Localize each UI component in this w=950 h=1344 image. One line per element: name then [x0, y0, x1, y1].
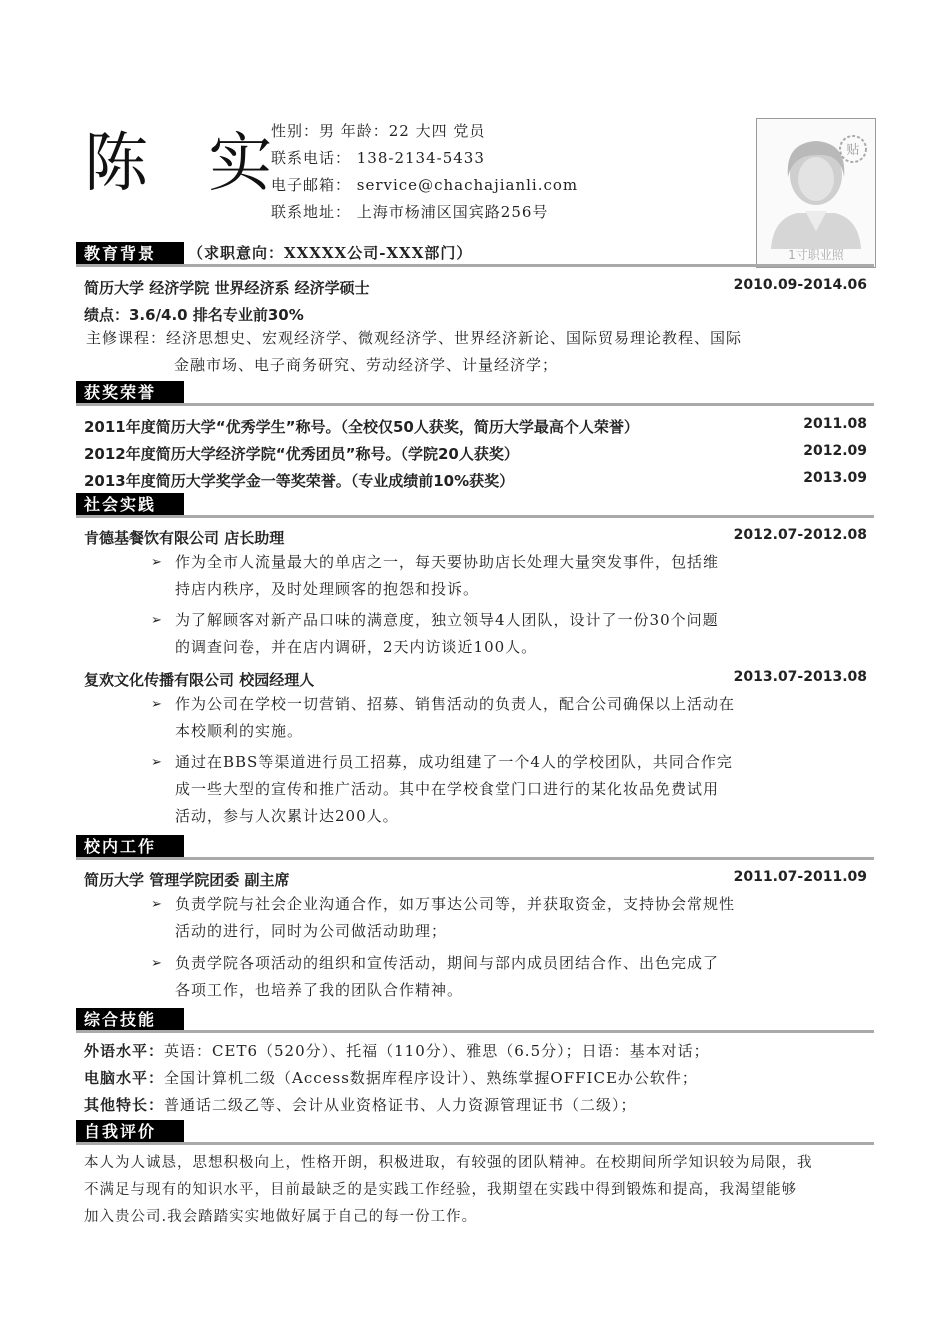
education-school: 简历大学 经济学院 世界经济系 经济学硕士 — [84, 279, 370, 297]
practice-date: 2012.07-2012.08 — [733, 527, 867, 543]
practice-date: 2013.07-2013.08 — [733, 669, 867, 685]
arrow-icon: ➢ — [151, 897, 163, 912]
bullet-item — [151, 607, 776, 661]
education-courses — [86, 325, 786, 379]
bullet-line: 为了解顾客对新产品口味的满意度，独立领导4人团队，设计了一份30个问题 — [175, 611, 719, 629]
skill-text: 普通话二级乙等、会计从业资格证书、人力资源管理证书（二级）； — [164, 1096, 637, 1114]
section-title: 教育背景 — [76, 242, 184, 265]
arrow-icon: ➢ — [151, 555, 163, 570]
award-row — [84, 416, 867, 437]
arrow-icon: ➢ — [151, 755, 163, 770]
email: 电子邮箱： service@chachajianli.com — [271, 176, 579, 194]
skill-label: 外语水平： — [84, 1042, 165, 1060]
phone: 联系电话： 138-2134-5433 — [271, 149, 485, 167]
bullet-item — [151, 691, 776, 745]
courses-line: 金融市场、电子商务研究、劳动经济学、计量经济学； — [174, 356, 559, 374]
bullet-line: 成一些大型的宣传和推广活动。其中在学校食堂门口进行的某化妆品免费试用 — [175, 780, 720, 798]
practice-title: 复欢文化传播有限公司 校园经理人 — [84, 671, 315, 689]
campus-title: 简历大学 管理学院团委 副主席 — [84, 871, 290, 889]
practice-title: 肯德基餐饮有限公司 店长助理 — [84, 529, 285, 547]
skill-text: 全国计算机二级（Access数据库程序设计）、熟练掌握OFFICE办公软件； — [164, 1069, 698, 1087]
award-text: 2013年度简历大学奖学金一等奖荣誉。（专业成绩前10%获奖） — [84, 472, 515, 490]
courses-line: 经济思想史、宏观经济学、微观经济学、世界经济新论、国际贸易理论教程、国际 — [166, 329, 743, 347]
job-objective: （求职意向：XXXXX公司-XXX部门） — [188, 244, 473, 262]
bullet-line: 持店内秩序，及时处理顾客的抱怨和投诉。 — [175, 580, 480, 598]
section-awards — [76, 381, 874, 404]
bullet-line: 活动的进行，同时为公司做活动助理； — [175, 922, 448, 940]
skill-row — [84, 1038, 874, 1065]
address: 联系地址： 上海市杨浦区国宾路256号 — [271, 203, 549, 221]
award-date: 2011.08 — [803, 416, 867, 432]
section-divider — [76, 515, 874, 518]
award-date: 2013.09 — [803, 470, 867, 486]
self-evaluation — [84, 1150, 874, 1231]
bullet-line: 本校顺利的实施。 — [175, 722, 304, 740]
section-education — [76, 242, 874, 265]
self-eval-line: 不满足与现有的知识水平，目前最缺乏的是实践工作经验，我期望在实践中得到锻炼和提高，我渴望能够 — [84, 1182, 797, 1198]
section-title: 校内工作 — [76, 835, 184, 858]
section-divider — [76, 1142, 874, 1145]
section-self — [76, 1120, 874, 1143]
section-title: 获奖荣誉 — [76, 381, 184, 404]
bullet-line: 作为公司在学校一切营销、招募、销售活动的负责人，配合公司确保以上活动在 — [175, 695, 736, 713]
practice-title-row — [84, 669, 867, 690]
award-text: 2012年度简历大学经济学院“优秀团员”称号。（学院20人获奖） — [84, 445, 519, 463]
bullet-item — [151, 950, 776, 1004]
award-row — [84, 443, 867, 464]
self-eval-line: 加入贵公司.我会踏踏实实地做好属于自己的每一份工作。 — [84, 1209, 478, 1225]
bullet-item — [151, 749, 776, 830]
skill-text: 英语：CET6（520分）、托福（110分）、雅思（6.5分）；日语：基本对话； — [164, 1042, 710, 1060]
bullet-line: 活动，参与人次累计达200人。 — [175, 807, 399, 825]
section-divider — [76, 403, 874, 406]
bullet-line: 通过在BBS等渠道进行员工招募，成功组建了一个4人的学校团队，共同合作完 — [175, 753, 733, 771]
arrow-icon: ➢ — [151, 697, 163, 712]
section-title: 综合技能 — [76, 1008, 184, 1031]
practice-title-row — [84, 527, 867, 548]
section-divider — [76, 1030, 874, 1033]
education-row — [84, 277, 867, 298]
bullet-item — [151, 891, 776, 945]
self-eval-line: 本人为人诚恳，思想积极向上，性格开朗，积极进取，有较强的团队精神。在校期间所学知识较为局限，我 — [84, 1155, 813, 1171]
skill-row — [84, 1065, 874, 1092]
education-gpa: 绩点：3.6/4.0 排名专业前30% — [84, 306, 304, 324]
arrow-icon: ➢ — [151, 613, 163, 628]
courses-label: 主修课程： — [86, 329, 167, 347]
section-divider — [76, 264, 874, 267]
bullet-line: 的调查问卷，并在店内调研，2天内访谈近100人。 — [175, 638, 538, 656]
basic-info: 性别：男 年龄：22 大四 党员 — [271, 122, 486, 140]
photo-stamp: 贴 — [846, 143, 860, 158]
award-text: 2011年度简历大学“优秀学生”称号。（全校仅50人获奖，简历大学最高个人荣誉） — [84, 418, 639, 436]
education-date: 2010.09-2014.06 — [733, 277, 867, 293]
section-skills — [76, 1008, 874, 1031]
section-campus — [76, 835, 874, 858]
bullet-line: 作为全市人流量最大的单店之一，每天要协助店长处理大量突发事件，包括维 — [175, 553, 720, 571]
section-title: 自我评价 — [76, 1120, 184, 1143]
campus-date: 2011.07-2011.09 — [733, 869, 867, 885]
section-divider — [76, 857, 874, 860]
section-practice — [76, 493, 874, 516]
bullet-line: 负责学院各项活动的组织和宣传活动，期间与部内成员团结合作、出色完成了 — [175, 954, 720, 972]
skill-label: 其他特长： — [84, 1096, 165, 1114]
bullet-item — [151, 549, 776, 603]
arrow-icon: ➢ — [151, 956, 163, 971]
award-row — [84, 470, 867, 491]
photo-caption: 1寸职业照 — [788, 248, 844, 262]
skill-label: 电脑水平： — [84, 1069, 165, 1087]
bullet-line: 负责学院与社会企业沟通合作，如万事达公司等，并获取资金，支持协会常规性 — [175, 895, 736, 913]
bullet-line: 各项工作，也培养了我的团队合作精神。 — [175, 981, 464, 999]
candidate-name: 陈 实 — [84, 127, 293, 201]
skill-row — [84, 1092, 874, 1119]
award-date: 2012.09 — [803, 443, 867, 459]
section-title: 社会实践 — [76, 493, 184, 516]
campus-title-row — [84, 869, 867, 890]
